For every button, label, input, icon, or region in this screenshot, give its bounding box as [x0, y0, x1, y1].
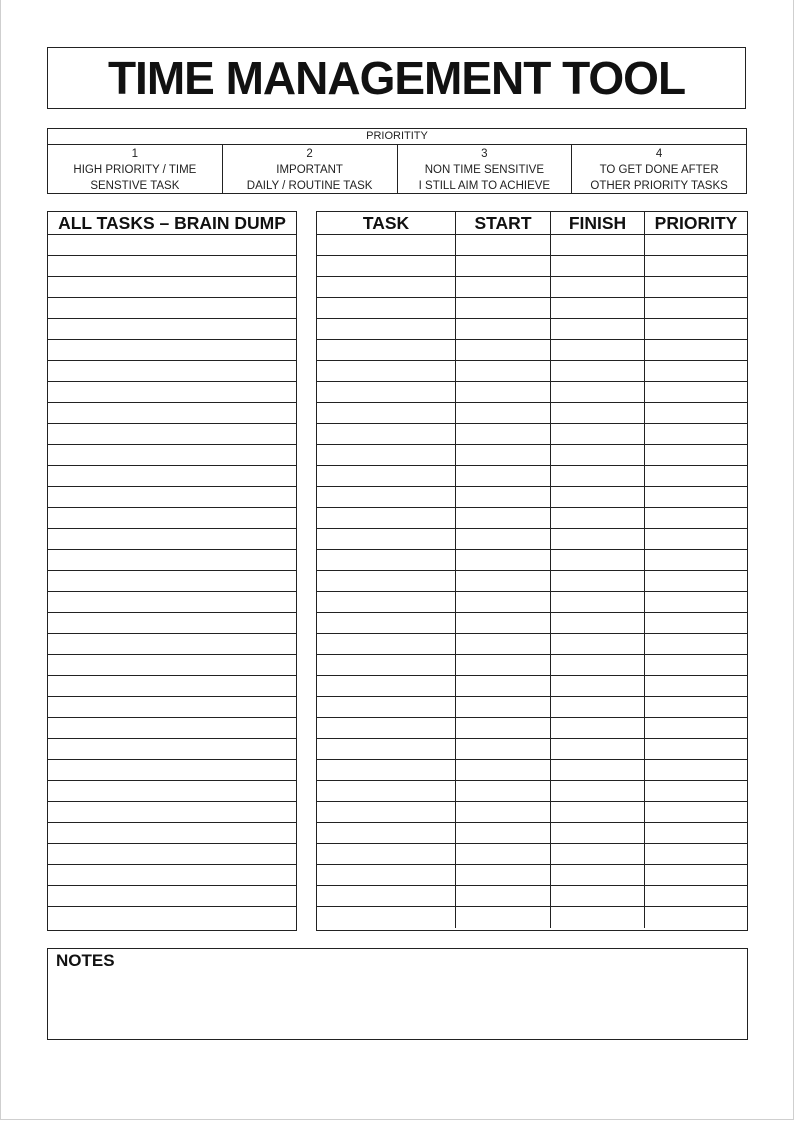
brain-dump-cell[interactable] — [48, 886, 296, 906]
start-cell[interactable] — [456, 508, 551, 528]
schedule-row — [317, 508, 747, 529]
schedule-row — [317, 382, 747, 403]
start-cell[interactable] — [456, 718, 551, 738]
brain-dump-row — [48, 613, 296, 634]
start-cell[interactable] — [456, 697, 551, 717]
brain-dump-row — [48, 739, 296, 760]
brain-dump-cell[interactable] — [48, 424, 296, 444]
priority-column-header: PRIORITY — [654, 213, 738, 233]
schedule-row — [317, 235, 747, 256]
finish-cell[interactable] — [551, 256, 645, 276]
finish-cell[interactable] — [551, 571, 645, 591]
start-cell[interactable] — [456, 445, 551, 465]
brain-dump-row — [48, 907, 296, 928]
priority-cell[interactable] — [645, 529, 747, 549]
priority-cell[interactable] — [645, 235, 747, 255]
finish-cell[interactable] — [551, 739, 645, 759]
brain-dump-row — [48, 529, 296, 550]
priority-level-line2: OTHER PRIORITY TASKS — [590, 180, 728, 192]
start-cell[interactable] — [456, 340, 551, 360]
schedule-body — [317, 235, 747, 928]
task-cell[interactable] — [317, 655, 456, 675]
priority-cell[interactable] — [645, 319, 747, 339]
brain-dump-header: ALL TASKS – BRAIN DUMP — [58, 213, 286, 233]
brain-dump-row — [48, 550, 296, 571]
brain-dump-row — [48, 256, 296, 277]
brain-dump-row — [48, 382, 296, 403]
task-cell[interactable] — [317, 298, 456, 318]
priority-cell[interactable] — [645, 445, 747, 465]
start-cell[interactable] — [456, 802, 551, 822]
finish-cell[interactable] — [551, 592, 645, 612]
schedule-row — [317, 340, 747, 361]
brain-dump-cell[interactable] — [48, 907, 296, 928]
schedule-row — [317, 403, 747, 424]
brain-dump-cell[interactable] — [48, 361, 296, 381]
schedule-row — [317, 445, 747, 466]
priority-cell[interactable] — [645, 340, 747, 360]
priority-level-4 — [572, 145, 746, 193]
start-cell[interactable] — [456, 550, 551, 570]
priority-level-line1: IMPORTANT — [276, 164, 343, 176]
schedule-row — [317, 907, 747, 928]
task-cell[interactable] — [317, 424, 456, 444]
brain-dump-row — [48, 487, 296, 508]
brain-dump-cell[interactable] — [48, 298, 296, 318]
priority-cell[interactable] — [645, 865, 747, 885]
priority-cell[interactable] — [645, 613, 747, 633]
brain-dump-cell[interactable] — [48, 529, 296, 549]
schedule-row — [317, 613, 747, 634]
priority-level-line1: TO GET DONE AFTER — [599, 164, 719, 176]
start-cell[interactable] — [456, 823, 551, 843]
schedule-row — [317, 466, 747, 487]
task-cell[interactable] — [317, 823, 456, 843]
brain-dump-row — [48, 760, 296, 781]
finish-cell[interactable] — [551, 424, 645, 444]
finish-cell[interactable] — [551, 277, 645, 297]
finish-cell[interactable] — [551, 718, 645, 738]
task-cell[interactable] — [317, 907, 456, 928]
start-cell[interactable] — [456, 655, 551, 675]
brain-dump-row — [48, 508, 296, 529]
notes-label: NOTES — [56, 951, 115, 970]
finish-cell[interactable] — [551, 760, 645, 780]
brain-dump-row — [48, 445, 296, 466]
task-cell[interactable] — [317, 781, 456, 801]
start-cell[interactable] — [456, 424, 551, 444]
task-cell[interactable] — [317, 319, 456, 339]
finish-cell[interactable] — [551, 529, 645, 549]
finish-cell[interactable] — [551, 823, 645, 843]
start-cell[interactable] — [456, 592, 551, 612]
start-cell[interactable] — [456, 277, 551, 297]
brain-dump-row — [48, 298, 296, 319]
start-cell[interactable] — [456, 781, 551, 801]
brain-dump-row — [48, 844, 296, 865]
finish-column-header: FINISH — [551, 212, 645, 234]
priority-cell[interactable] — [645, 256, 747, 276]
priority-cell[interactable] — [645, 823, 747, 843]
brain-dump-cell[interactable] — [48, 277, 296, 297]
schedule-table — [316, 211, 748, 931]
priority-level-line1: NON TIME SENSITIVE — [424, 164, 545, 176]
priority-key-row — [48, 145, 746, 193]
schedule-row — [317, 550, 747, 571]
task-cell[interactable] — [317, 844, 456, 864]
priority-level-2 — [223, 145, 398, 193]
brain-dump-cell[interactable] — [48, 823, 296, 843]
priority-cell[interactable] — [645, 760, 747, 780]
start-cell[interactable] — [456, 907, 551, 928]
priority-cell[interactable] — [645, 382, 747, 402]
start-cell[interactable] — [456, 466, 551, 486]
task-cell[interactable] — [317, 361, 456, 381]
brain-dump-row — [48, 424, 296, 445]
brain-dump-row — [48, 340, 296, 361]
brain-dump-cell[interactable] — [48, 844, 296, 864]
schedule-row — [317, 739, 747, 760]
page-title: TIME MANAGEMENT TOOL — [107, 52, 686, 104]
schedule-row — [317, 760, 747, 781]
schedule-row — [317, 487, 747, 508]
finish-cell[interactable] — [551, 361, 645, 381]
priority-cell[interactable] — [645, 886, 747, 906]
schedule-row — [317, 361, 747, 382]
priority-level-1 — [48, 145, 223, 193]
priority-key-table — [47, 128, 747, 194]
priority-cell[interactable] — [645, 403, 747, 423]
finish-cell[interactable] — [551, 676, 645, 696]
task-cell[interactable] — [317, 676, 456, 696]
brain-dump-row — [48, 823, 296, 844]
priority-cell[interactable] — [645, 802, 747, 822]
start-cell[interactable] — [456, 760, 551, 780]
priority-cell[interactable] — [645, 424, 747, 444]
priority-level-number: 1 — [131, 148, 139, 160]
task-cell[interactable] — [317, 466, 456, 486]
task-cell[interactable] — [317, 340, 456, 360]
priority-cell[interactable] — [645, 298, 747, 318]
finish-cell[interactable] — [551, 487, 645, 507]
finish-cell[interactable] — [551, 445, 645, 465]
task-cell[interactable] — [317, 697, 456, 717]
start-cell[interactable] — [456, 739, 551, 759]
brain-dump-cell[interactable] — [48, 718, 296, 738]
task-cell[interactable] — [317, 487, 456, 507]
task-cell[interactable] — [317, 613, 456, 633]
brain-dump-row — [48, 718, 296, 739]
brain-dump-cell[interactable] — [48, 466, 296, 486]
start-column-header: START — [456, 212, 551, 234]
priority-cell[interactable] — [645, 634, 747, 654]
finish-cell[interactable] — [551, 319, 645, 339]
brain-dump-table — [47, 211, 297, 931]
brain-dump-row — [48, 235, 296, 256]
brain-dump-cell[interactable] — [48, 634, 296, 654]
task-cell[interactable] — [317, 529, 456, 549]
brain-dump-cell[interactable] — [48, 445, 296, 465]
schedule-header-row — [317, 212, 747, 235]
schedule-row — [317, 592, 747, 613]
brain-dump-row — [48, 634, 296, 655]
priority-cell[interactable] — [645, 739, 747, 759]
start-cell[interactable] — [456, 298, 551, 318]
task-cell[interactable] — [317, 277, 456, 297]
task-cell[interactable] — [317, 550, 456, 570]
brain-dump-row — [48, 277, 296, 298]
task-cell[interactable] — [317, 235, 456, 255]
brain-dump-row — [48, 802, 296, 823]
priority-cell[interactable] — [645, 781, 747, 801]
task-cell[interactable] — [317, 256, 456, 276]
priority-cell[interactable] — [645, 487, 747, 507]
brain-dump-cell[interactable] — [48, 781, 296, 801]
brain-dump-row — [48, 319, 296, 340]
task-cell[interactable] — [317, 760, 456, 780]
brain-dump-row — [48, 361, 296, 382]
brain-dump-cell[interactable] — [48, 256, 296, 276]
task-cell[interactable] — [317, 739, 456, 759]
task-cell[interactable] — [317, 886, 456, 906]
brain-dump-cell[interactable] — [48, 235, 296, 255]
finish-cell[interactable] — [551, 907, 645, 928]
brain-dump-cell[interactable] — [48, 403, 296, 423]
brain-dump-cell[interactable] — [48, 571, 296, 591]
start-cell[interactable] — [456, 865, 551, 885]
priority-cell[interactable] — [645, 550, 747, 570]
brain-dump-cell[interactable] — [48, 319, 296, 339]
brain-dump-row — [48, 571, 296, 592]
schedule-row — [317, 424, 747, 445]
brain-dump-cell[interactable] — [48, 802, 296, 822]
finish-cell[interactable] — [551, 298, 645, 318]
schedule-row — [317, 697, 747, 718]
brain-dump-row — [48, 466, 296, 487]
priority-level-line1: HIGH PRIORITY / TIME — [73, 164, 197, 176]
finish-cell[interactable] — [551, 508, 645, 528]
task-column-header: TASK — [317, 212, 456, 234]
priority-cell[interactable] — [645, 592, 747, 612]
brain-dump-cell[interactable] — [48, 865, 296, 885]
priority-cell[interactable] — [645, 907, 747, 928]
start-cell[interactable] — [456, 319, 551, 339]
finish-cell[interactable] — [551, 802, 645, 822]
schedule-row — [317, 781, 747, 802]
task-cell[interactable] — [317, 634, 456, 654]
task-cell[interactable] — [317, 802, 456, 822]
priority-level-line2: SENSTIVE TASK — [90, 180, 180, 192]
priority-cell[interactable] — [645, 508, 747, 528]
brain-dump-cell[interactable] — [48, 655, 296, 675]
start-cell[interactable] — [456, 487, 551, 507]
schedule-row — [317, 319, 747, 340]
brain-dump-cell[interactable] — [48, 697, 296, 717]
finish-cell[interactable] — [551, 382, 645, 402]
start-cell[interactable] — [456, 613, 551, 633]
priority-cell[interactable] — [645, 676, 747, 696]
schedule-row — [317, 571, 747, 592]
brain-dump-cell[interactable] — [48, 340, 296, 360]
schedule-row — [317, 865, 747, 886]
task-cell[interactable] — [317, 382, 456, 402]
task-cell[interactable] — [317, 592, 456, 612]
start-cell[interactable] — [456, 676, 551, 696]
finish-cell[interactable] — [551, 235, 645, 255]
start-cell[interactable] — [456, 571, 551, 591]
brain-dump-cell[interactable] — [48, 508, 296, 528]
finish-cell[interactable] — [551, 550, 645, 570]
schedule-row — [317, 256, 747, 277]
priority-level-number: 4 — [655, 148, 663, 160]
title-box — [47, 47, 746, 109]
start-cell[interactable] — [456, 235, 551, 255]
brain-dump-row — [48, 592, 296, 613]
brain-dump-row — [48, 697, 296, 718]
brain-dump-row — [48, 655, 296, 676]
brain-dump-cell[interactable] — [48, 739, 296, 759]
schedule-row — [317, 676, 747, 697]
start-cell[interactable] — [456, 529, 551, 549]
priority-level-number: 2 — [306, 148, 313, 160]
finish-cell[interactable] — [551, 634, 645, 654]
finish-cell[interactable] — [551, 844, 645, 864]
schedule-row — [317, 298, 747, 319]
finish-cell[interactable] — [551, 781, 645, 801]
brain-dump-row — [48, 676, 296, 697]
priority-level-line2: I STILL AIM TO ACHIEVE — [418, 180, 551, 192]
finish-cell[interactable] — [551, 403, 645, 423]
schedule-row — [317, 886, 747, 907]
finish-cell[interactable] — [551, 466, 645, 486]
schedule-row — [317, 844, 747, 865]
brain-dump-row — [48, 886, 296, 907]
priority-level-number: 3 — [481, 148, 488, 160]
priority-level-3 — [398, 145, 573, 193]
start-cell[interactable] — [456, 886, 551, 906]
schedule-row — [317, 823, 747, 844]
schedule-row — [317, 277, 747, 298]
priority-cell[interactable] — [645, 697, 747, 717]
task-cell[interactable] — [317, 571, 456, 591]
priority-cell[interactable] — [645, 571, 747, 591]
brain-dump-row — [48, 781, 296, 802]
schedule-row — [317, 529, 747, 550]
start-cell[interactable] — [456, 844, 551, 864]
priority-level-line2: DAILY / ROUTINE TASK — [246, 180, 373, 192]
notes-box[interactable] — [47, 948, 748, 1040]
priority-cell[interactable] — [645, 277, 747, 297]
finish-cell[interactable] — [551, 697, 645, 717]
task-cell[interactable] — [317, 865, 456, 885]
brain-dump-cell[interactable] — [48, 592, 296, 612]
brain-dump-cell[interactable] — [48, 676, 296, 696]
finish-cell[interactable] — [551, 865, 645, 885]
priority-cell[interactable] — [645, 466, 747, 486]
brain-dump-header-row — [48, 212, 296, 235]
brain-dump-cell[interactable] — [48, 760, 296, 780]
priority-cell[interactable] — [645, 655, 747, 675]
priority-key-header: PRIORITITY — [48, 129, 746, 145]
brain-dump-cell[interactable] — [48, 613, 296, 633]
start-cell[interactable] — [456, 403, 551, 423]
start-cell[interactable] — [456, 634, 551, 654]
priority-cell[interactable] — [645, 361, 747, 381]
schedule-row — [317, 634, 747, 655]
start-cell[interactable] — [456, 361, 551, 381]
task-cell[interactable] — [317, 403, 456, 423]
brain-dump-row — [48, 403, 296, 424]
brain-dump-cell[interactable] — [48, 487, 296, 507]
finish-cell[interactable] — [551, 613, 645, 633]
priority-cell[interactable] — [645, 844, 747, 864]
schedule-row — [317, 718, 747, 739]
start-cell[interactable] — [456, 382, 551, 402]
finish-cell[interactable] — [551, 886, 645, 906]
task-cell[interactable] — [317, 445, 456, 465]
start-cell[interactable] — [456, 256, 551, 276]
task-cell[interactable] — [317, 718, 456, 738]
brain-dump-row — [48, 865, 296, 886]
priority-cell[interactable] — [645, 718, 747, 738]
brain-dump-cell[interactable] — [48, 550, 296, 570]
task-cell[interactable] — [317, 508, 456, 528]
finish-cell[interactable] — [551, 655, 645, 675]
schedule-row — [317, 655, 747, 676]
brain-dump-cell[interactable] — [48, 382, 296, 402]
brain-dump-body — [48, 235, 296, 928]
finish-cell[interactable] — [551, 340, 645, 360]
schedule-row — [317, 802, 747, 823]
